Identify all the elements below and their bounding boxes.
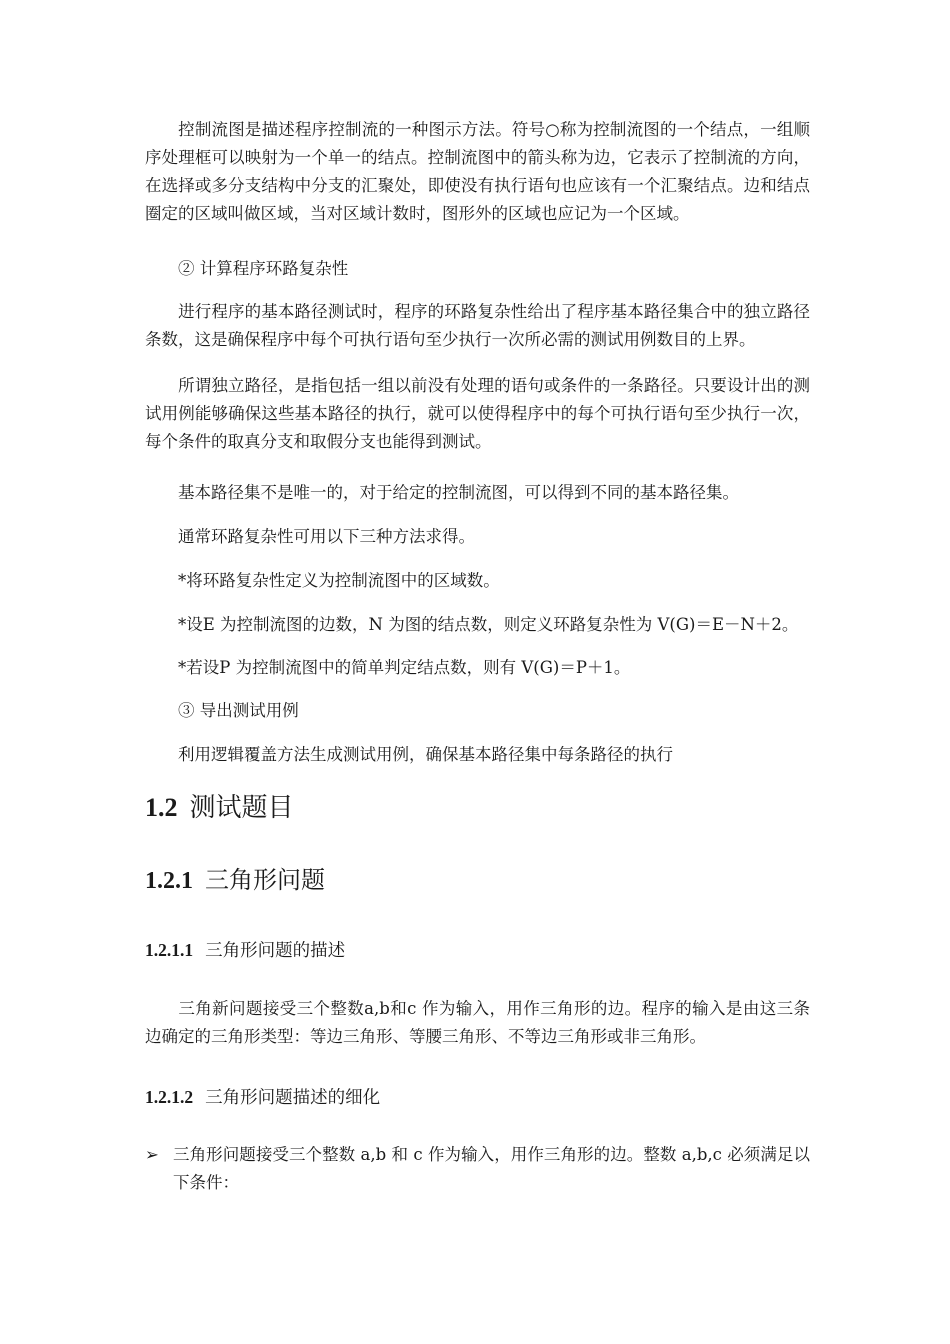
arrow-bullet-icon: ➢ bbox=[145, 1145, 159, 1164]
section-title: 测试题目 bbox=[189, 793, 294, 823]
method-1: *将环路复杂性定义为控制流图中的区域数。 bbox=[178, 571, 500, 590]
section-title: 三角形问题 bbox=[205, 866, 325, 894]
paragraph-text: 三角新问题接受三个整数a,b和c 作为输入，用作三角形的边。程序的输入是由这三条边确定的三角形类型：等边三角形、等腰三角形、不等边三角形或非三角形。 bbox=[145, 999, 810, 1046]
section-number: 1.2.1.2 bbox=[145, 1087, 194, 1107]
section-number: 1.2.1 bbox=[145, 868, 193, 894]
method-3: *若设P 为控制流图中的简单判定结点数，则有 V(G)＝P＋1。 bbox=[178, 658, 631, 677]
paragraph-basis-path-set: 基本路径集不是唯一的，对于给定的控制流图，可以得到不同的基本路径集。 bbox=[178, 483, 739, 502]
bullet-item bbox=[145, 1141, 810, 1197]
paragraph-independent-path bbox=[145, 372, 810, 456]
section-heading-1-2-1 bbox=[145, 863, 325, 898]
section-heading-1-2-1-2 bbox=[145, 1083, 380, 1112]
paragraph-three-methods: 通常环路复杂性可用以下三种方法求得。 bbox=[178, 527, 475, 546]
paragraph-triangle-description bbox=[145, 995, 810, 1051]
section-title: 三角形问题描述的细化 bbox=[205, 1088, 381, 1108]
bullet-text: 三角形问题接受三个整数 a,b 和 c 作为输入，用作三角形的边。整数 a,b,c 必须满足以下条件： bbox=[173, 1145, 810, 1192]
step-2-heading: ② 计算程序环路复杂性 bbox=[178, 259, 349, 278]
step-3-heading: ③ 导出测试用例 bbox=[178, 701, 299, 720]
section-number: 1.2 bbox=[145, 793, 178, 822]
paragraph-control-flow-graph bbox=[145, 116, 810, 228]
paragraph-cyclomatic-complexity bbox=[145, 298, 810, 354]
paragraph-text: 进行程序的基本路径测试时，程序的环路复杂性给出了程序基本路径集合中的独立路径条数，这是确保程序中每个可执行语句至少执行一次所必需的测试用例数目的上界。 bbox=[145, 302, 810, 349]
paragraph-text: 控制流图是描述程序控制流的一种图示方法。符号○称为控制流图的一个结点，一组顺序处理框可以映射为一个单一的结点。控制流图中的箭头称为边，它表示了控制流的方向，在选择或多分支结构中分支的汇聚处，即使没有执行语句也应该有一个汇聚结点。边和结点圈定的区域叫做区域，当对区域计数时，图形外的区域也应记为一个区域。 bbox=[145, 120, 810, 223]
method-2: *设E 为控制流图的边数，N 为图的结点数，则定义环路复杂性为 V(G)＝E－N＋2。 bbox=[178, 615, 799, 634]
section-heading-1-2-1-1 bbox=[145, 936, 345, 965]
section-title: 三角形问题的描述 bbox=[205, 941, 346, 961]
section-heading-1-2 bbox=[145, 790, 294, 826]
paragraph-logic-coverage: 利用逻辑覆盖方法生成测试用例，确保基本路径集中每条路径的执行 bbox=[178, 745, 673, 764]
section-number: 1.2.1.1 bbox=[145, 940, 194, 960]
paragraph-text: 所谓独立路径，是指包括一组以前没有处理的语句或条件的一条路径。只要设计出的测试用例能够确保这些基本路径的执行，就可以使得程序中的每个可执行语句至少执行一次，每个条件的取真分支和取假分支也能得到测试。 bbox=[145, 376, 810, 451]
